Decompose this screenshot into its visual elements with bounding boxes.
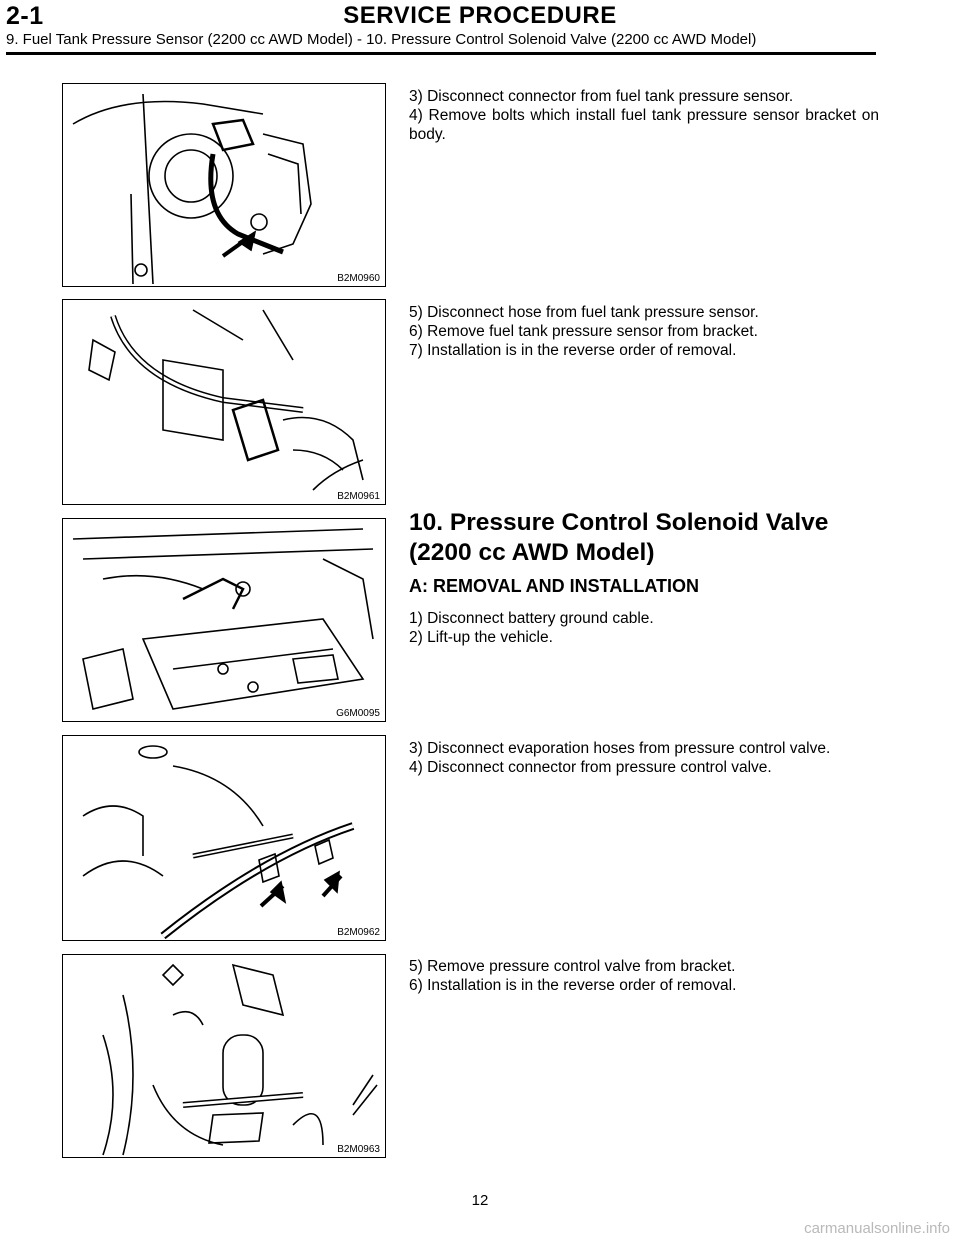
text-block-2 xyxy=(409,303,879,360)
figure-label: B2M0963 xyxy=(337,1144,380,1155)
figure-illustration xyxy=(63,84,386,287)
figure-label: B2M0960 xyxy=(337,273,380,284)
figure-fuel-tank-pressure-sensor-hose xyxy=(62,299,386,505)
figure-label: B2M0961 xyxy=(337,491,380,502)
page-number: 12 xyxy=(471,1192,489,1209)
figure-pressure-control-valve-removal xyxy=(62,954,386,1158)
step-text: 3) Disconnect connector from fuel tank pressure sensor. xyxy=(409,88,794,105)
text-block-5 xyxy=(409,957,879,995)
figure-pressure-control-valve-hoses xyxy=(62,735,386,941)
section-heading-line: (2200 cc AWD Model) xyxy=(409,539,655,566)
step-text: 7) Installation is in the reverse order of removal. xyxy=(409,342,737,359)
step-text: 6) Remove fuel tank pressure sensor from bracket. xyxy=(409,323,758,340)
section-heading xyxy=(409,508,889,568)
figure-illustration xyxy=(63,519,386,722)
figure-illustration xyxy=(63,955,386,1158)
step-text: 4) Remove bolts which install fuel tank pressure sensor bracket on body. xyxy=(409,107,879,143)
text-block-3 xyxy=(409,609,879,647)
step-text: 2) Lift-up the vehicle. xyxy=(409,629,553,646)
text-block-4 xyxy=(409,739,879,777)
header-code: 2-1 xyxy=(6,2,44,30)
step-text: 6) Installation is in the reverse order of removal. xyxy=(409,977,737,994)
step-text: 5) Remove pressure control valve from bracket. xyxy=(409,958,736,975)
section-heading-line: 10. Pressure Control Solenoid Valve xyxy=(409,509,829,536)
subsection-heading: A: REMOVAL AND INSTALLATION xyxy=(409,576,699,596)
step-text: 5) Disconnect hose from fuel tank pressure sensor. xyxy=(409,304,759,321)
figure-label: G6M0095 xyxy=(336,708,380,719)
figure-fuel-tank-pressure-sensor-connector xyxy=(62,83,386,287)
text-block-1 xyxy=(409,87,879,144)
step-text: 1) Disconnect battery ground cable. xyxy=(409,610,654,627)
figure-illustration xyxy=(63,736,386,941)
header-rule xyxy=(6,52,876,55)
header-subtitle: 9. Fuel Tank Pressure Sensor (2200 cc AWD Model) - 10. Pressure Control Solenoid Valve (2200 cc AWD Model) xyxy=(6,31,757,48)
figure-illustration xyxy=(63,300,386,505)
header-title: SERVICE PROCEDURE xyxy=(343,2,617,29)
figure-battery-ground-cable xyxy=(62,518,386,722)
step-text: 4) Disconnect connector from pressure control valve. xyxy=(409,759,772,776)
step-text: 3) Disconnect evaporation hoses from pressure control valve. xyxy=(409,740,831,757)
watermark: carmanualsonline.info xyxy=(804,1220,950,1237)
figure-label: B2M0962 xyxy=(337,927,380,938)
